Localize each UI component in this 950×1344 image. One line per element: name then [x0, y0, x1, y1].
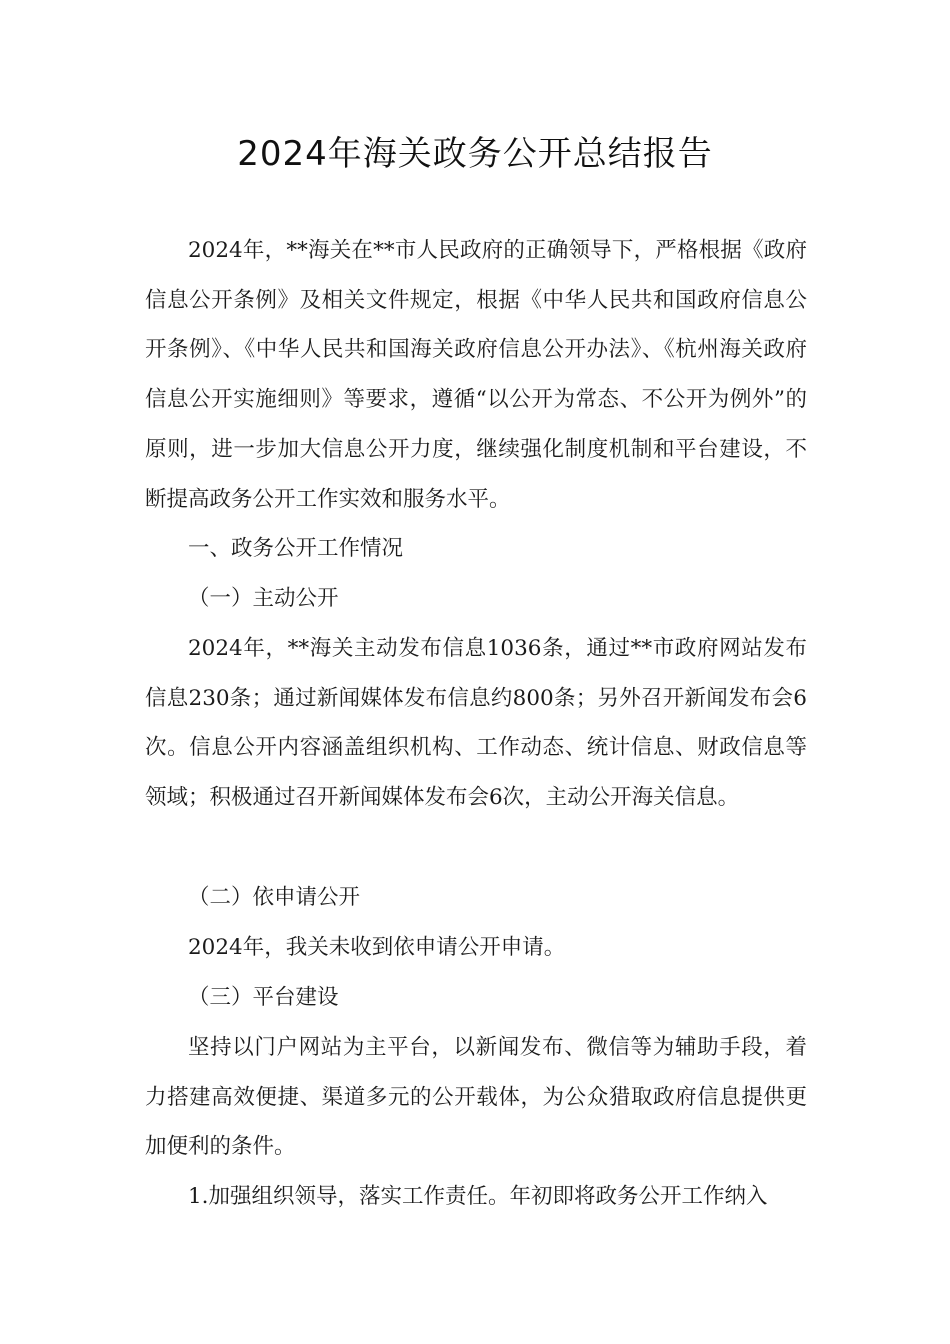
platform-building-paragraph: 坚持以门户网站为主平台，以新闻发布、微信等为辅助手段，着力搭建高效便捷、渠道多元的公开载体，为公众猎取政府信息提供更加便利的条件。: [145, 1035, 807, 1160]
intro-paragraph: 2024年，**海关在**市人民政府的正确领导下，严格根据《政府信息公开条例》及相关文件规定，根据《中华人民共和国政府信息公开条例》、《中华人民共和国海关政府信息公开办法》、《杭州海关政府信息公开实施细则》等要求，遵循“以公开为常态、不公开为例外”的原则，进一步加大信息公开力度，继续强化制度机制和平台建设，不断提高政务公开工作实效和服务水平。: [145, 238, 807, 512]
section-heading-work-status: 一、政务公开工作情况: [188, 536, 404, 561]
subheading-request-disclosure: （二）依申请公开: [188, 885, 361, 910]
request-disclosure-paragraph: 2024年，我关未收到依申请公开申请。: [188, 935, 566, 960]
list-item-1: 1.加强组织领导，落实工作责任。年初即将政务公开工作纳入: [188, 1184, 768, 1209]
active-disclosure-paragraph: 2024年，**海关主动发布信息1036条，通过**市政府网站发布信息230条；通过新闻媒体发布信息约800条；另外召开新闻发布会6次。信息公开内容涵盖组织机构、工作动态、统计信息、财政信息等领域；积极通过召开新闻媒体发布会6次，主动公开海关信息。: [145, 636, 807, 811]
subheading-active-disclosure: （一）主动公开: [188, 586, 339, 611]
subheading-platform-building: （三）平台建设: [188, 985, 339, 1010]
document-title: 2024年海关政务公开总结报告: [237, 134, 713, 174]
